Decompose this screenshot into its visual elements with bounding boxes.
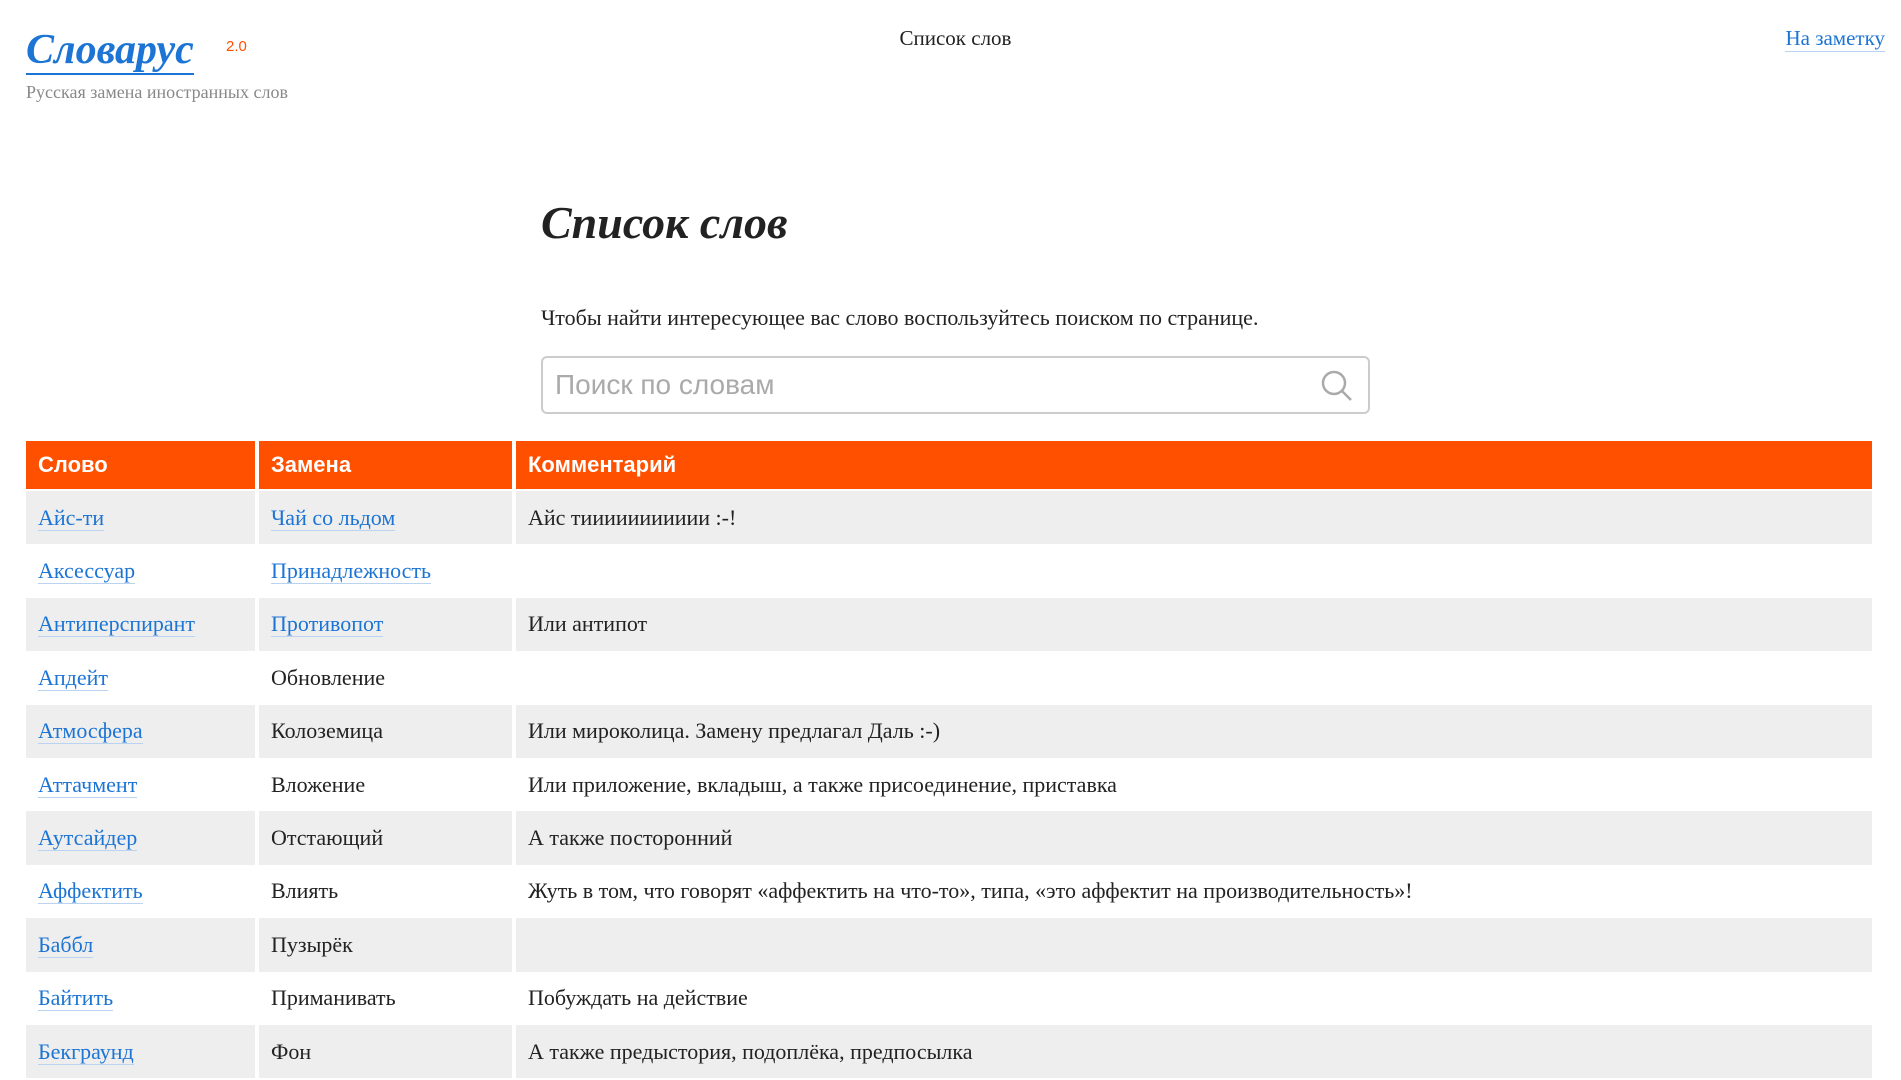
replacement-cell	[259, 758, 512, 811]
words-table	[22, 441, 1876, 1078]
comment-cell: Или мироколица. Замену предлагал Даль :-)	[516, 705, 1872, 758]
table-row	[26, 651, 1872, 704]
comment-cell: Жуть в том, что говорят «аффектить на что-то», типа, «это аффектит на производительность»!	[528, 878, 1413, 904]
header-title: Список слов	[899, 26, 1012, 50]
word-link[interactable]: Аутсайдер	[38, 825, 138, 851]
word-link[interactable]: Антиперспирант	[38, 611, 196, 637]
replacement-cell	[259, 865, 512, 918]
comment-cell: Айс тиииииииииии :-!	[516, 491, 1872, 544]
word-cell	[26, 651, 255, 704]
replacement-cell	[259, 491, 512, 544]
word-link[interactable]: Аффектить	[38, 878, 143, 904]
word-cell	[26, 865, 255, 918]
header-comment: Комментарий	[516, 441, 1872, 491]
word-cell	[26, 972, 255, 1025]
replacement-text: Пузырёк	[271, 931, 353, 957]
table-row	[26, 811, 1872, 864]
comment-cell	[516, 544, 1872, 597]
table-row	[26, 758, 1872, 811]
search-input[interactable]	[543, 358, 1303, 412]
replacement-cell	[259, 544, 512, 597]
replacement-cell	[259, 651, 512, 704]
replacement-link[interactable]: Чай со льдом	[271, 504, 396, 530]
intro-text: Чтобы найти интересующее вас слово воспользуйтесь поиском по странице.	[541, 305, 1259, 330]
word-cell	[26, 491, 255, 544]
word-cell	[26, 705, 255, 758]
table-row	[26, 705, 1872, 758]
replacement-text: Влиять	[271, 878, 339, 904]
search-box	[541, 356, 1370, 414]
replacement-text: Приманивать	[271, 985, 396, 1011]
table-row	[26, 598, 1872, 651]
table-row	[26, 972, 1872, 1025]
comment-cell: А также предыстория, подоплёка, предпосылка	[516, 1025, 1872, 1078]
note-link[interactable]: На заметку	[1785, 26, 1885, 50]
tagline: Русская замена иностранных слов	[26, 82, 288, 102]
replacement-cell	[259, 811, 512, 864]
word-link[interactable]: Баббл	[38, 931, 94, 957]
replacement-text: Фон	[271, 1038, 312, 1064]
comment-cell: Побуждать на действие	[528, 985, 748, 1011]
replacement-cell	[259, 1025, 512, 1078]
table-row	[26, 865, 1872, 918]
table-row	[26, 918, 1872, 971]
comment-cell	[516, 651, 1872, 704]
version-badge: 2.0	[226, 38, 247, 55]
word-link[interactable]: Айс-ти	[38, 504, 105, 530]
replacement-link[interactable]: Принадлежность	[271, 558, 432, 584]
table-row	[26, 544, 1872, 597]
word-link[interactable]: Бекграунд	[38, 1038, 134, 1064]
word-cell	[26, 758, 255, 811]
replacement-cell	[259, 972, 512, 1025]
table-row	[26, 491, 1872, 544]
search-icon[interactable]	[1320, 369, 1354, 407]
replacement-cell	[259, 598, 512, 651]
word-cell	[26, 598, 255, 651]
word-link[interactable]: Аттачмент	[38, 771, 138, 797]
header-replacement: Замена	[259, 441, 512, 491]
header-word: Слово	[26, 441, 255, 491]
word-cell	[26, 811, 255, 864]
replacement-cell	[259, 918, 512, 971]
page-title: Список слов	[541, 197, 788, 248]
comment-cell: А также посторонний	[516, 811, 1872, 864]
table-row	[26, 1025, 1872, 1078]
word-link[interactable]: Аксессуар	[38, 558, 136, 584]
replacement-link[interactable]: Противопот	[271, 611, 384, 637]
word-link[interactable]: Атмосфера	[38, 718, 143, 744]
word-link[interactable]: Апдейт	[38, 664, 109, 690]
replacement-text: Колоземица	[271, 718, 383, 744]
word-link[interactable]: Байтить	[38, 985, 114, 1011]
word-cell	[26, 544, 255, 597]
comment-cell: Или антипот	[516, 598, 1872, 651]
replacement-cell	[259, 705, 512, 758]
comment-cell	[516, 918, 1872, 971]
word-cell	[26, 1025, 255, 1078]
comment-cell: Или приложение, вкладыш, а также присоединение, приставка	[528, 771, 1117, 797]
replacement-text: Обновление	[271, 664, 386, 690]
logo-link[interactable]: Словарус	[26, 27, 194, 73]
replacement-text: Вложение	[271, 771, 366, 797]
table-header	[26, 441, 1872, 491]
word-cell	[26, 918, 255, 971]
replacement-text: Отстающий	[271, 825, 384, 851]
